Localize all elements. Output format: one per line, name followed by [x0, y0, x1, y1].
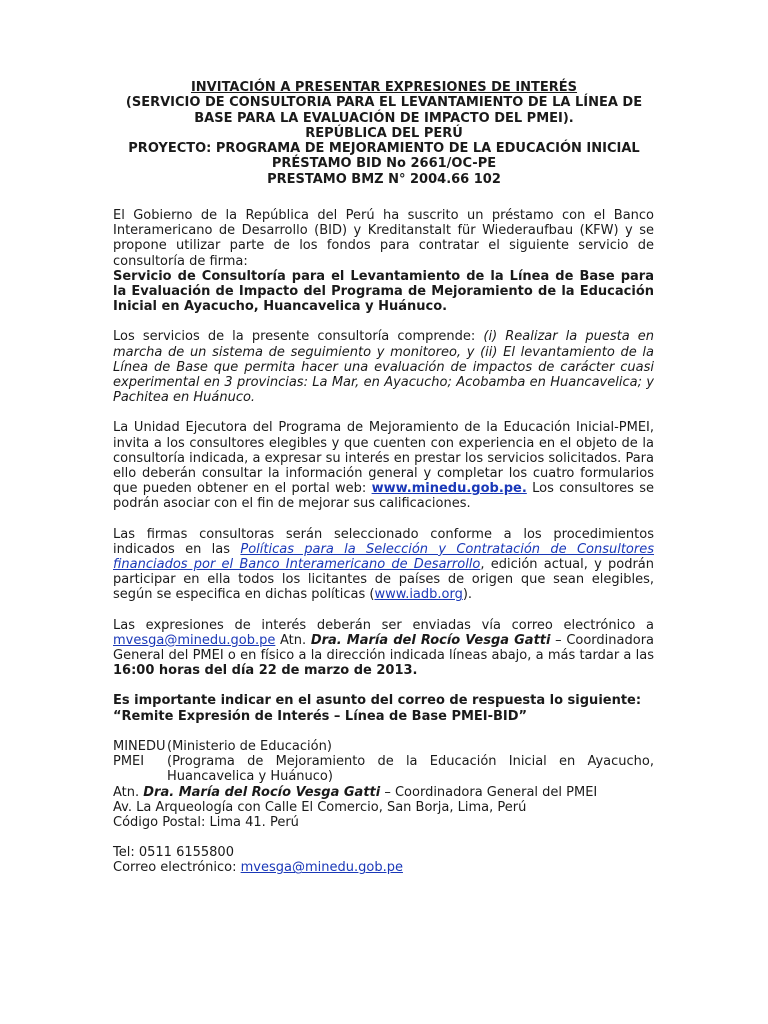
minedu-web-link[interactable]: www.minedu.gob.pe. — [371, 481, 527, 497]
invitation-title: INVITACIÓN A PRESENTAR EXPRESIONES DE INTERÉS — [190, 80, 578, 95]
submission-text-mid: – Coordinadora General del PMEI o en físico a la dirección indicada líneas abajo, a más tardar a las — [113, 632, 655, 664]
atn-prefix: Atn. — [113, 784, 144, 800]
contact-email-link[interactable]: mvesga@minedu.gob.pe — [240, 860, 403, 876]
minedu-value: (Ministerio de Educación) — [167, 738, 332, 754]
contact-tel: Tel: 0511 6155800 — [113, 845, 234, 861]
deadline: 16:00 horas del día 22 de marzo de 2013. — [113, 663, 418, 679]
address-postal: Código Postal: Lima 41. Perú — [113, 814, 299, 830]
country-line: REPÚBLICA DEL PERÚ — [305, 125, 463, 141]
pmei-value: (Programa de Mejoramiento de la Educación Inicial en Ayacucho, Huancavelica y Huánuco) — [167, 754, 654, 785]
selection-text: Las firmas consultoras serán seleccionado conforme a los procedimientos indicados en las — [113, 526, 654, 557]
selection-paragraph — [113, 527, 654, 603]
selection-text-end: ). — [462, 587, 473, 603]
scope-paragraph — [113, 329, 654, 405]
atn-name: Dra. María del Rocío Vesga Gatti — [143, 784, 381, 800]
scope-items: (i) Realizar la puesta en marcha de un sistema de seguimiento y monitoreo, y (ii) El levantamiento de la Línea de Base que permita hacer una evaluación de impactos de carácter cuasi experimental en 3 provincias: La Mar, en Ayacucho; Acobamba en Huancavelica; y Pachitea en Huánuco. — [113, 329, 654, 406]
atn-suffix: – Coordinadora General del PMEI — [380, 784, 598, 800]
pmei-key: PMEI — [113, 754, 145, 770]
service-title-line2: BASE PARA LA EVALUACIÓN DE IMPACTO DEL PMEI). — [194, 110, 574, 126]
address-atn — [113, 785, 654, 800]
loan-bid-line: PRÉSTAMO BID No 2661/OC-PE — [271, 156, 497, 172]
invitation-text: La Unidad Ejecutora del Programa de Mejoramiento de la Educación Inicial-PMEI, invita a los consultores elegibles y que cuenten con experiencia en el objeto de la consultoría indicada, a expresar su interés en prestar los servicios solicitados. Para ello deberán consultar la información general y completar los cuatro formularios que pueden obtener en el portal web: — [113, 420, 654, 497]
invitation-text-end: Los consultores se podrán asociar con el fin de mejorar sus calificaciones. — [113, 481, 654, 512]
scope-intro: Los servicios de la presente consultoría comprende: — [113, 329, 484, 345]
coordinator-name: Dra. María del Rocío Vesga Gatti — [310, 632, 551, 648]
service-title-line1: (SERVICIO DE CONSULTORIA PARA EL LEVANTAMIENTO DE LA LÍNEA DE — [125, 95, 643, 111]
policies-link[interactable]: Políticas para la Selección y Contratación de Consultores financiados por el Banco Interamericano de Desarrollo — [113, 541, 655, 573]
minedu-key: MINEDU — [113, 738, 166, 754]
submission-atn: Atn. — [275, 632, 311, 648]
iadb-link[interactable]: www.iadb.org — [374, 587, 463, 603]
address-pmei — [113, 754, 654, 784]
contact-email-label: Correo electrónico: — [113, 860, 241, 876]
service-name-paragraph: Servicio de Consultoría para el Levantamiento de la Línea de Base para la Evaluación de Impacto del Programa de Mejoramiento de la Educación Inicial en Ayacucho, Huancavelica y Huánuco. — [113, 268, 654, 315]
document-body — [113, 208, 654, 876]
address-street: Av. La Arqueología con Calle El Comercio, San Borja, Lima, Perú — [113, 799, 527, 815]
submission-text: Las expresiones de interés deberán ser enviadas vía correo electrónico a — [113, 617, 654, 633]
loan-bmz-line: PRESTAMO BMZ N° 2004.66 102 — [267, 171, 501, 187]
intro-paragraph — [113, 208, 654, 269]
submission-paragraph — [113, 618, 654, 679]
invitation-paragraph — [113, 420, 654, 511]
document-header — [110, 80, 658, 187]
subject-instruction: Es importante indicar en el asunto del correo de respuesta lo siguiente: — [113, 693, 642, 709]
contact-email-row — [113, 860, 654, 875]
subject-line: “Remite Expresión de Interés – Línea de Base PMEI-BID” — [113, 708, 528, 724]
selection-text-mid: , edición actual, y podrán participar en ella todos los licitantes de países de origen que sean elegibles, según se especifica en dichas políticas ( — [113, 557, 654, 603]
submission-email-link[interactable]: mvesga@minedu.gob.pe — [113, 632, 276, 648]
project-line: PROYECTO: PROGRAMA DE MEJORAMIENTO DE LA EDUCACIÓN INICIAL — [128, 141, 640, 157]
intro-text: El Gobierno de la República del Perú ha suscrito un préstamo con el Banco Interamericano de Desarrollo (BID) y Kreditanstalt für Wiederaufbau (KFW) y se propone utilizar parte de los fondos para contratar el siguiente servicio de consultoría de firma: — [113, 208, 654, 269]
address-minedu — [113, 739, 654, 754]
